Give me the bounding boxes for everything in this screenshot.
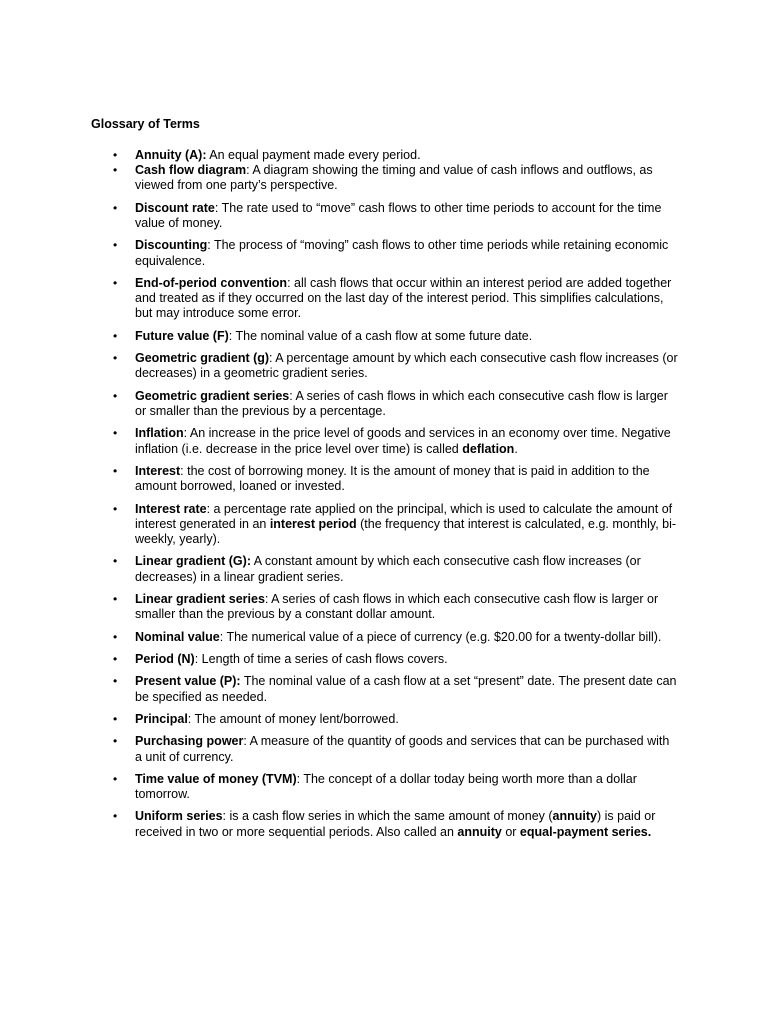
list-item [0, 734, 768, 764]
term: Inflation [135, 426, 184, 441]
definition: : is a cash flow series in which the same amount of money ( [222, 809, 553, 824]
bullet-icon: • [113, 200, 118, 215]
list-item [0, 148, 768, 163]
bullet-icon: • [113, 388, 118, 403]
definition: : The concept of a dollar today being worth more than a dollar tomorrow. [135, 771, 637, 802]
bullet-icon: • [113, 501, 118, 516]
term: Present value (P): [135, 674, 241, 689]
definition: : The process of “moving” cash flows to other time periods while retaining economic equivalence. [135, 238, 669, 268]
bullet-icon: • [113, 591, 118, 606]
definition: : An increase in the price level of goods and services in an economy over time. Negative inflation (i.e. decrease in the price level over time) is called [135, 426, 671, 456]
bold-term: interest period [269, 516, 357, 531]
definition: : The nominal value of a cash flow at some future date. [228, 328, 533, 343]
definition: : The amount of money lent/borrowed. [187, 711, 399, 726]
bold-term: equal-payment series. [519, 824, 652, 839]
term: Geometric gradient series [135, 388, 290, 403]
definition: : The numerical value of a piece of currency (e.g. $20.00 for a twenty-dollar bill). [219, 629, 662, 644]
list-item [0, 351, 768, 381]
term: Purchasing power [135, 734, 244, 749]
definition: : all cash flows that occur within an interest period are added together and treated as if they occurred on the last day of the interest period. This simplifies calculations, but may introduce some error. [135, 275, 672, 321]
term: Principal [135, 711, 188, 726]
definition: : Length of time a series of cash flows covers. [194, 651, 448, 666]
bullet-icon: • [113, 163, 118, 178]
bullet-icon: • [113, 238, 118, 253]
list-item [0, 464, 768, 494]
bullet-icon: • [113, 554, 118, 569]
definition: : A series of cash flows in which each consecutive cash flow is larger or smaller than the previous by a percentage. [135, 388, 668, 418]
bullet-icon: • [113, 351, 118, 366]
term: Linear gradient (G): [135, 554, 251, 569]
definition: ) is paid or received in two or more sequential periods. Also called an [135, 809, 656, 839]
bullet-icon: • [113, 275, 118, 290]
list-item [0, 712, 768, 727]
bullet-icon: • [113, 809, 118, 824]
definition: : The rate used to “move” cash flows to other time periods to account for the time value of money. [135, 200, 662, 230]
term: Discounting [135, 238, 208, 253]
bullet-icon: • [113, 629, 118, 644]
term: Time value of money (TVM) [135, 771, 297, 786]
bold-term: annuity [552, 809, 597, 824]
definition: : the cost of borrowing money. It is the amount of money that is paid in addition to the amount borrowed, loaned or invested. [135, 463, 650, 494]
list-item [0, 630, 768, 645]
bullet-icon: • [113, 711, 118, 726]
definition: A constant amount by which each consecutive cash flow increases (or decreases) in a linear gradient series. [135, 554, 641, 584]
definition: An equal payment made every period. [206, 148, 421, 162]
list-item [0, 329, 768, 344]
definition: : A series of cash flows in which each consecutive cash flow is larger or smaller than the previous by a constant dollar amount. [135, 591, 659, 622]
definition: or [501, 824, 520, 839]
bullet-icon: • [113, 463, 118, 478]
page-title: Glossary of Terms [91, 117, 200, 131]
bullet-icon: • [113, 674, 118, 689]
list-item [0, 592, 768, 622]
term: Interest rate [135, 501, 207, 516]
term: Nominal value [135, 629, 220, 644]
term: Interest [135, 463, 181, 478]
list-item [0, 163, 768, 193]
list-item [0, 772, 768, 802]
term: Future value (F) [135, 328, 229, 343]
bullet-icon: • [113, 328, 118, 343]
term: Linear gradient series [135, 591, 265, 606]
bullet-icon: • [113, 148, 118, 162]
term: Uniform series [135, 809, 223, 824]
term: End-of-period convention [135, 275, 288, 290]
list-item [0, 426, 768, 456]
term: Geometric gradient (g) [135, 351, 270, 366]
list-item [0, 201, 768, 231]
term: Annuity (A): [135, 148, 207, 162]
definition: (the frequency that interest is calculated, e.g. monthly, bi-weekly, yearly). [135, 516, 677, 546]
list-item [0, 502, 768, 548]
definition: : a percentage rate applied on the principal, which is used to calculate the amount of interest generated in an [135, 501, 673, 531]
term: Cash flow diagram [135, 163, 247, 178]
bullet-icon: • [113, 771, 118, 786]
list-item [0, 652, 768, 667]
list-item [0, 674, 768, 704]
list-item [0, 238, 768, 268]
list-item [0, 554, 768, 584]
bullet-icon: • [113, 426, 118, 441]
bold-term: annuity [457, 824, 502, 839]
bold-term: deflation [462, 441, 515, 456]
glossary-list [0, 148, 768, 847]
definition: : A measure of the quantity of goods and services that can be purchased with a unit of currency. [135, 734, 670, 764]
definition: : A percentage amount by which each consecutive cash flow increases (or decreases) in a geometric gradient series. [135, 351, 678, 381]
definition: . [514, 441, 518, 456]
bullet-icon: • [113, 651, 118, 666]
list-item [0, 276, 768, 322]
bullet-icon: • [113, 734, 118, 749]
definition: : A diagram showing the timing and value of cash inflows and outflows, as viewed from one party’s perspective. [135, 163, 653, 193]
list-item [0, 389, 768, 419]
list-item [0, 809, 768, 839]
term: Period (N) [135, 651, 195, 666]
definition: The nominal value of a cash flow at a set “present” date. The present date can be specified as needed. [135, 674, 677, 704]
term: Discount rate [135, 200, 215, 215]
